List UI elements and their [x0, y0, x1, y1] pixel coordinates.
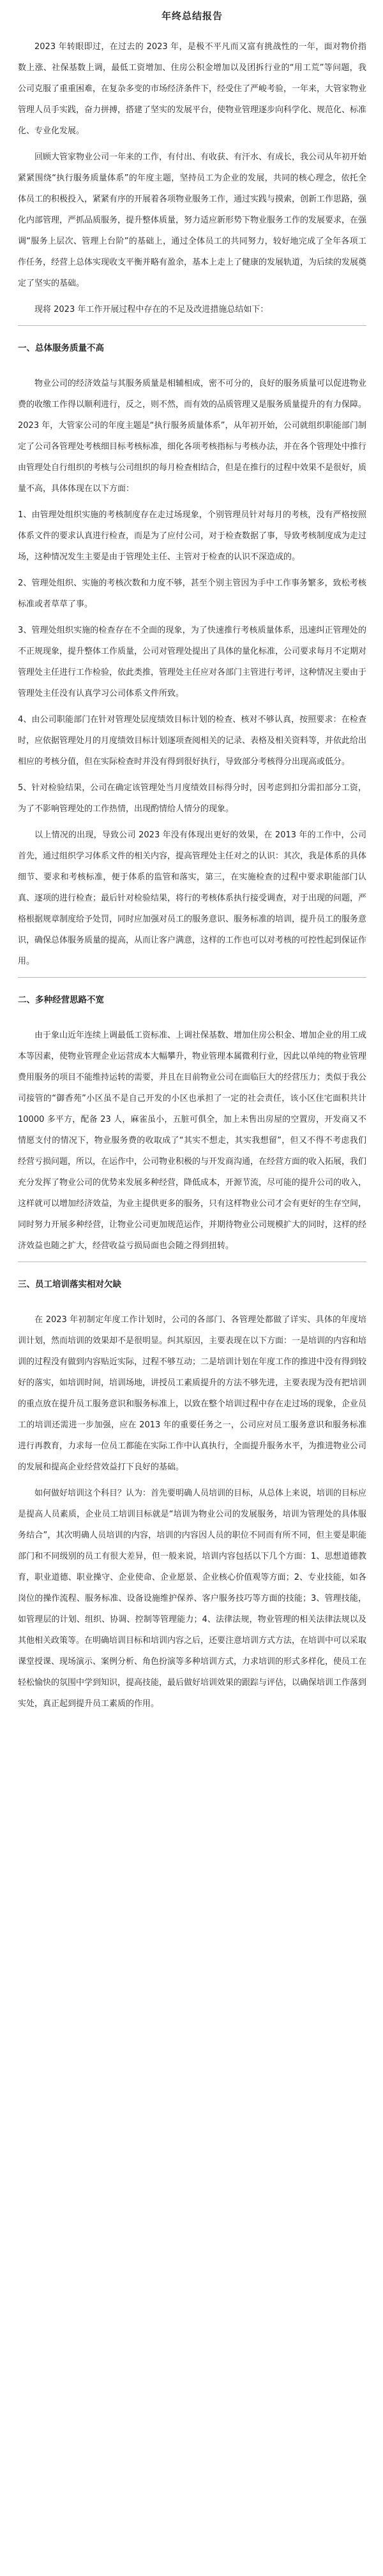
- section-divider: [18, 977, 366, 978]
- section-staff-training: [18, 1276, 366, 1714]
- section-1-item-5: 5、针对检验结果，公司在确定该管理处当月度绩效目标得分时，因考虑到扣分需扣部分工资，为了不影响管理处的工作热情，出现酌情给人情分的现象。: [18, 783, 366, 814]
- intro-paragraph-2: 回顾大管家物业公司一年来的工作，有付出、有收获、有汗水、有成长，我公司从年初开始紧紧围绕“执行服务质量体系”的年度主题，坚持员工为企业的发展，共同的核心理念，依托全体员工的积极投入，紧紧有序的开展着各项物业服务工作，通过实践与摸索，创新工作思路，强化内部管理，严抓品质服务，提升整体质量，努力适应新形势下物业服务工作的发展要求，在强调“服务上层次、管理上台阶”的基础上，通过全体员工的共同努力，较好地完成了全年各项工作任务，经营上总体实现收支平衡并略有盈余，基本上走上了健康的发展轨道，为后续的发展奠定了坚实的基础。: [18, 152, 367, 288]
- section-heading-3: 三、员工培训落实相对欠缺: [18, 1279, 121, 1290]
- section-3-paragraph-1: 在 2023 年初制定年度工作计划时，公司的各部门、各管理处都做了详实、具体的年度培训计划，然而培训的效果却不是很明显。纠其原因，主要表现在以下方面：一是培训的内容和培训的过程没有做到内容贴近实际，过程不够互动；二是培训计划在年度工作的推进中没有得到较好的落实，如培训时间，培训场地，讲授员工素质提升的方法不够先进，主要表现为没有把培训的重点放在提升员工服务意识和服务标准上，以致在整个培训过程中存在走过场的现象，企业员工的培训还需进一步加强，应在 2013 年的重要任务之一，公司应对员工服务意识和服务标准进行再教育，力求每一位员工都能在实际工作中认真执行，全面提升服务水平，为推进物业公司的发展和提高企业经营效益打下良好的基础。: [18, 1315, 367, 1472]
- section-3-paragraph-2: 如何做好培训这个科目？认为：首先要明确人员培训的目标，从总体上来说，培训的目标应是提高人员素质，企业员工培训目标就是“培训为物业公司的发展服务，培训为管理处的具体服务结合”，其次明确人员培训的内容，培训的内容因人员的职位不同而有所不同，但主要是职能部门和不同级别的员工有很大差异，但一般来说，培训内容包括以下几个方面：1、思想道德教育，职业道德、职业操守、企业使命、企业愿景、企业核心价值观等方面；2、专业技能，如各岗位的操作流程、服务标准、设备设施维护保养、客户服务技巧等方面的技能；3、管理技能，如管理层的计划、组织、协调、控制等管理能力；4、法律法规，物业管理的相关法律法规以及其他相关政策等。在明确培训目标和培训内容之后，还要注意培训方式方法，在培训中可以采取课堂授课、现场演示、案例分析、角色扮演等多种培训方式，力求培训的形式多样化，使员工在轻松愉快的氛围中学到知识，提高技能，最后做好培训效果的跟踪与评估，以确保培训工作落到实处，真正起到提升员工素质的作用。: [18, 1489, 367, 1709]
- section-divider: [18, 325, 366, 326]
- section-service-quality: [18, 340, 366, 972]
- section-1-paragraph-1: 物业公司的经济效益与其服务质量是相辅相成，密不可分的，良好的服务质量可以促进物业费的收缴工作得以顺利进行，反之，则不然，而有效的品质管理又是服务质量提升的有力保障。2023 年，大管家公司的年度主题是“执行服务质量体系”，从年初开始，公司就组织职能部门制定了公司各管理处考核细目标考核标准，细化各项考核指标与考核办法，并在各个管理处中推行由管理处自行组织的考核与公司组织的每月检查相结合，但是在推行的过程中效果不是很好，质量不高，具体体现在以下方面：: [18, 379, 367, 494]
- section-2-paragraph-1: 由于象山近年连续上调最低工资标准、上调社保基数、增加住房公积金、增加企业的用工成本等因素，使物业管理企业运营成本大幅攀升，物业管理本属微利行业，因此以单纯的物业管理费用服务的项目不能维持运转的需要，并且在目前物业公司在面临巨大的经营压力；类似于我公司接管的“御香苑”小区虽不是自己开发的小区也承担了一定的社会责任，该小区住宅面积共计 10000 多平方，配备 23 人，麻雀虽小，五脏可俱全，加上未售出房屋的空置房，开发商又不情愿支付的情况下，物业服务费的收取成了“其实不想走，其实我想留”，但又不得不考虑我们经营亏损问题，所以，在运作中，公司物业积极的与开发商沟通，在经营方面的收入拓展，我们充分发挥了物业公司的优势来发展多种经营，降低成本，开源节流，尽可能的提升公司的收入，这样就可以增加经济效益，为业主提供更多的服务，只有这样物业公司才会有更好的生存空间，同时努力开展多种经营，让物业公司更加规范运作，并期待物业公司规模扩大的同时，这样的经济效益也随之扩大，经营收益亏损局面也会随之得到扭转。: [18, 1031, 367, 1251]
- section-1-item-3: 3、管理处组织实施的检查存在不全面的现象，为了快速推行考核质量体系，迅速纠正管理处的不正规现象，提升整体工作质量，公司对管理处提出了具体的量化标准，公司要求每月不定期对管理处主任进行工作检验，依此类推，管理处主任应对各部门主管进行考评，这种情况主要由于管理处主任没有认真学习公司体系文件所致。: [18, 626, 367, 698]
- intro-paragraph-1: 2023 年转眼即过，在过去的 2023 年，是极不平凡而又富有挑战性的一年，面对物价指数上涨、社保基数上调，最低工资增加、住房公积金增加以及团拆行业的“用工荒”等问题，我公司克服了重重困难，在复杂多变的市场经济条件下，经受住了严峻考验，一年来，大管家物业管理人员手实践，奋力拼搏，搭建了坚实的发展平台，使物业管理逐步向科学化、规范化、标准化、专业化发展。: [18, 42, 367, 136]
- section-1-item-2: 2、管理处组织、实施的考核次数和力度不够，甚至个别主管因为手中工作事务繁多，致松考核标准或者草草了事。: [18, 578, 366, 609]
- section-heading-2: 二、多种经营思路不宽: [18, 995, 104, 1005]
- section-diversified-operations: [18, 992, 366, 1256]
- section-1-item-4: 4、由公司职能部门在针对管理处层度绩效目标计划的检查、核对不够认真，按照要求：在检查时，应依据管理处月的月度绩效目标计划逐项查阅相关的记录、表格及相关资料等，并依此给出相应的考核分值，但在实际检查时并没有得到很好执行，导致部分考核得分出现高或低分。: [18, 715, 367, 767]
- intro-paragraph-3: 现将 2023 年工作开展过程中存在的不足及改进措施总结如下：: [34, 305, 269, 314]
- intro-block: [18, 36, 366, 320]
- section-heading-1: 一、总体服务质量不高: [18, 343, 104, 353]
- section-1-summary: 以上情况的出现，导致公司 2023 年没有体现出更好的效果，在 2013 年的工作中，公司首先，通过组织学习体系文件的相关内容，提高管理处主任对之的认识：其次，我是体系的具体细节、要求和考核标准，便于体系的监管和落实，第三，在实施检查的过程中要求职能部门认真、逐项的进行检查；最后针对检验结果，将行的考核体系执行接受调查，对于出现的问题，严格根据规章制度给予处罚，同时应加强对员工的服务意识、服务标准的培训，提升员工的服务意识，确保总体服务质量的提高，从而让客户满意，这样的工作也可以对考核的可控性起到保证作用。: [18, 830, 367, 966]
- page-title: 年终总结报告: [161, 10, 223, 22]
- section-1-item-1: 1、由管理处组织实施的考核制度存在走过场现象，个别管理员针对每月的考核，没有严格按照体系文件的要求认真进行检查，而是为了应付公司，对于检查数据了事，导致考核制度成为走过场，这种情况发生主要是由于管理处主任、主管对于检查的认识不深造成的。: [18, 510, 367, 562]
